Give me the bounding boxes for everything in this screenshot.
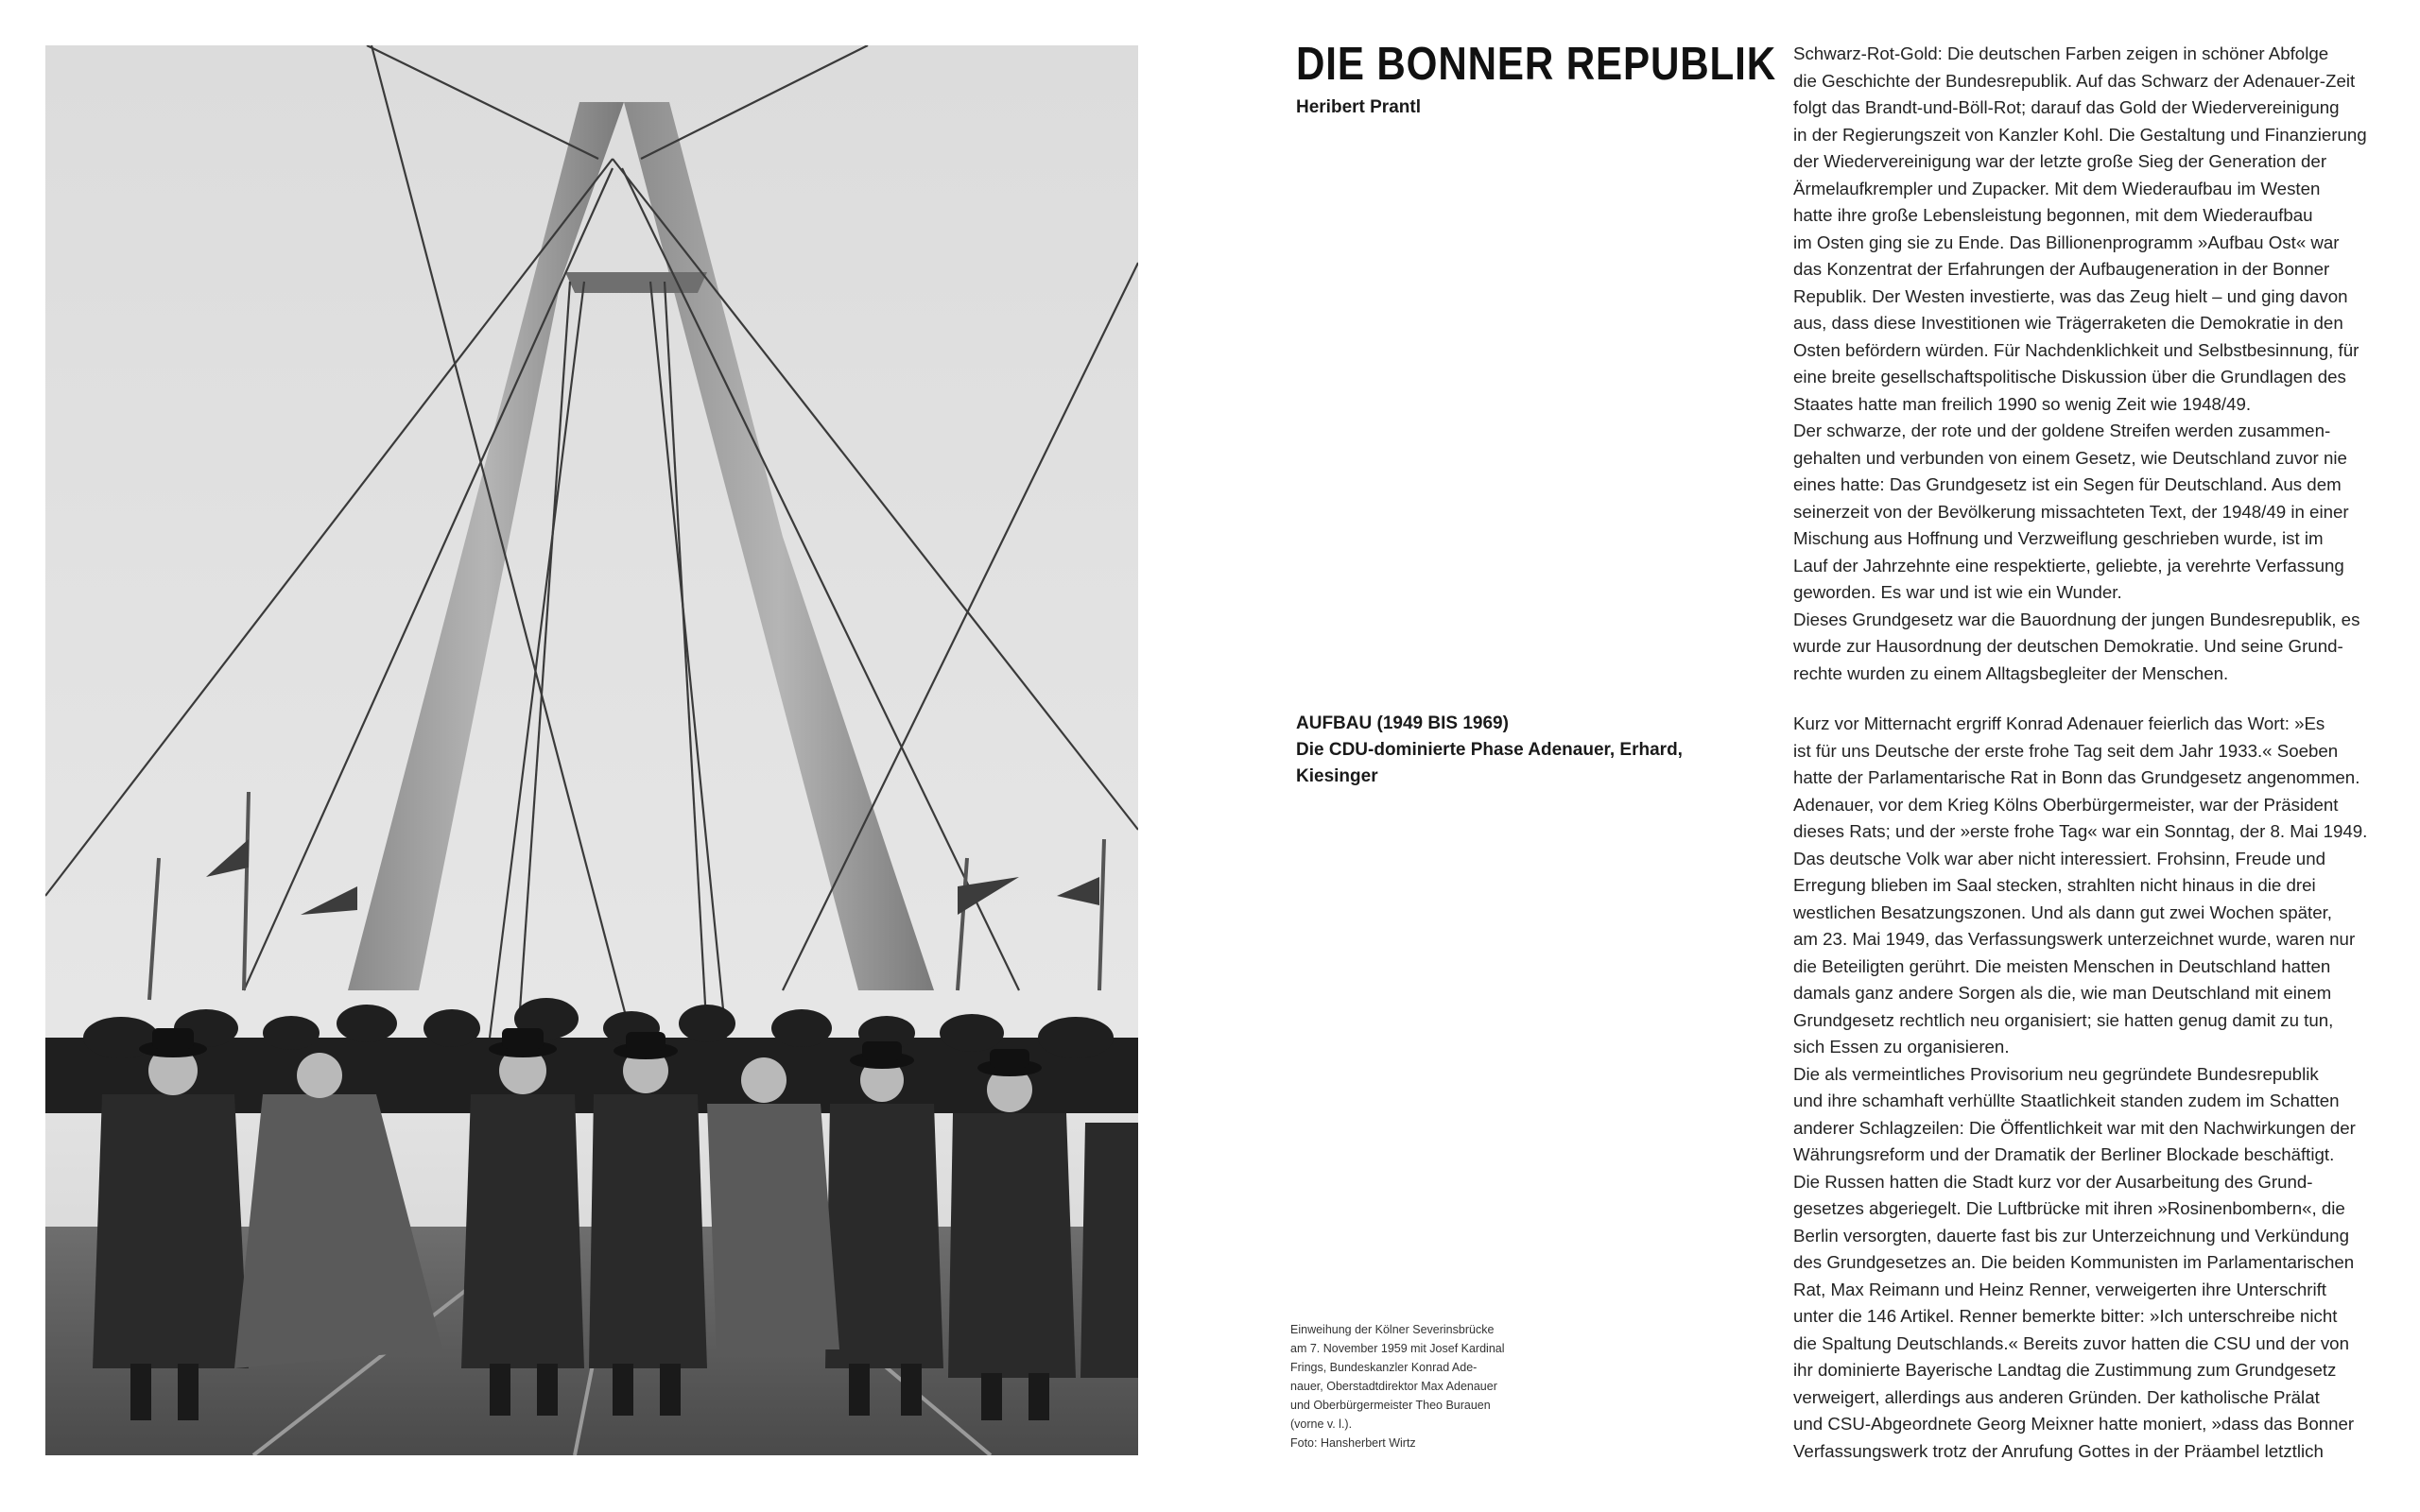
body-text-line: und ihre schamhaft verhüllte Staatlichkeit standen zudem im Schatten: [1793, 1091, 2340, 1110]
body-text-line: Staates hatte man freilich 1990 so wenig Zeit wie 1948/49.: [1793, 393, 2252, 414]
body-text-line: Verfassungswerk trotz der Anrufung Gottes in der Präambel letztlich: [1793, 1440, 2324, 1461]
section-heading-line: AUFBAU (1949 BIS 1969): [1296, 713, 1509, 733]
body-text-line: Mischung aus Hoffnung und Verzweiflung geschrieben wurde, ist im: [1793, 528, 2324, 548]
body-text-line: dieses Rats; und der »erste frohe Tag« war ein Sonntag, der 8. Mai 1949.: [1793, 821, 2368, 841]
caption-line: Einweihung der Kölner Severinsbrücke: [1290, 1323, 1495, 1336]
body-text-line: und CSU-Abgeordnete Georg Meixner hatte moniert, »dass das Bonner: [1793, 1414, 2355, 1434]
body-text-line: unter die 146 Artikel. Renner bemerkte bitter: »Ich unterschreibe nicht: [1793, 1306, 2338, 1326]
body-text-line: ist für uns Deutsche der erste frohe Tag seit dem Jahr 1933.« Soeben: [1793, 740, 2339, 761]
body-text-line: ihr dominierte Bayerische Landtag die Zustimmung zum Grundgesetz: [1793, 1360, 2337, 1380]
body-text-line: Erregung blieben im Saal stecken, strahlten nicht hinaus in die drei: [1793, 875, 2316, 895]
body-text-line: Kurz vor Mitternacht ergriff Konrad Adenauer feierlich das Wort: »Es: [1793, 713, 2325, 733]
body-text-line: Grundgesetz rechtlich neu organisiert; sie hatten genug damit zu tun,: [1793, 1009, 2334, 1030]
body-text-line: gesetzes abgeriegelt. Die Luftbrücke mit ihren »Rosinenbombern«, die: [1793, 1198, 2345, 1218]
body-text-line: Die Russen hatten die Stadt kurz vor der Ausarbeitung des Grund-: [1793, 1171, 2313, 1192]
body-text-section: [1793, 711, 2398, 1465]
body-text-line: seinerzeit von der Bevölkerung missachteten Text, der 1948/49 in einer: [1793, 501, 2349, 522]
article-author: Heribert Prantl: [1296, 97, 1421, 117]
body-text-line: hatte ihre große Lebensleistung begonnen, mit dem Wiederaufbau: [1793, 205, 2313, 225]
section-heading-line: Kiesinger: [1296, 766, 1378, 786]
caption-credit: Foto: Hansherbert Wirtz: [1290, 1436, 1416, 1450]
body-text-line: die Beteiligten gerührt. Die meisten Menschen in Deutschland hatten: [1793, 955, 2331, 976]
body-text-line: Adenauer, vor dem Krieg Kölns Oberbürgermeister, war der Präsident: [1793, 794, 2339, 815]
section-heading-line: Die CDU-dominierte Phase Adenauer, Erhard,: [1296, 740, 1683, 760]
body-text-line: eine breite gesellschaftspolitische Diskussion über die Grundlagen des: [1793, 367, 2346, 387]
photo-caption: [1290, 1320, 1536, 1452]
body-text-line: Berlin versorgten, dauerte fast bis zur Unterzeichnung und Verkündung: [1793, 1225, 2349, 1246]
body-text-line: Osten befördern würden. Für Nachdenklichkeit und Selbstbesinnung, für: [1793, 339, 2360, 360]
article-title: DIE BONNER REPUBLIK: [1296, 39, 1777, 90]
caption-line: nauer, Oberstadtdirektor Max Adenauer: [1290, 1380, 1497, 1393]
body-text-line: Dieses Grundgesetz war die Bauordnung der jungen Bundesrepublik, es: [1793, 609, 2360, 629]
caption-line: Frings, Bundeskanzler Konrad Ade-: [1290, 1361, 1478, 1374]
body-text-line: Lauf der Jahrzehnte eine respektierte, geliebte, ja verehrte Verfassung: [1793, 555, 2344, 576]
body-text-line: Schwarz-Rot-Gold: Die deutschen Farben zeigen in schöner Abfolge: [1793, 43, 2329, 63]
body-text-intro: [1793, 41, 2398, 687]
caption-line: und Oberbürgermeister Theo Burauen: [1290, 1399, 1491, 1412]
body-text-line: der Wiedervereinigung war der letzte große Sieg der Generation der: [1793, 151, 2327, 171]
body-text-line: in der Regierungszeit von Kanzler Kohl. Die Gestaltung und Finanzierung: [1793, 124, 2367, 145]
body-text-line: die Geschichte der Bundesrepublik. Auf das Schwarz der Adenauer-Zeit: [1793, 70, 2356, 91]
section-heading: [1296, 711, 1712, 790]
body-text-line: Ärmelaufkrempler und Zupacker. Mit dem Wiederaufbau im Westen: [1793, 178, 2321, 198]
body-text-line: das Konzentrat der Erfahrungen der Aufbaugeneration in der Bonner: [1793, 259, 2330, 279]
body-text-line: Der schwarze, der rote und der goldene Streifen werden zusammen-: [1793, 421, 2331, 440]
body-text-line: Währungsreform und der Dramatik der Berliner Blockade beschäftigt.: [1793, 1144, 2335, 1164]
body-text-line: verweigert, allerdings aus anderen Gründen. Der katholische Prälat: [1793, 1386, 2320, 1407]
photo-illustration: [45, 45, 1138, 1455]
body-text-line: am 23. Mai 1949, das Verfassungswerk unterzeichnet wurde, waren nur: [1793, 929, 2356, 949]
body-text-line: die Spaltung Deutschlands.« Bereits zuvor hatten die CSU und der von: [1793, 1332, 2349, 1353]
body-text-line: rechte wurden zu einem Alltagsbegleiter der Menschen.: [1793, 662, 2229, 683]
body-text-line: gehalten und verbunden von einem Gesetz, wie Deutschland zuvor nie: [1793, 447, 2347, 468]
caption-line: (vorne v. l.).: [1290, 1418, 1353, 1431]
body-text-line: des Grundgesetzes an. Die beiden Kommunisten im Parlamentarischen: [1793, 1252, 2355, 1272]
body-text-line: folgt das Brandt-und-Böll-Rot; darauf das Gold der Wiedervereinigung: [1793, 97, 2340, 117]
body-text-line: aus, dass diese Investitionen wie Trägerraketen die Demokratie in den: [1793, 313, 2343, 333]
caption-line: am 7. November 1959 mit Josef Kardinal: [1290, 1342, 1505, 1355]
body-text-line: Die als vermeintliches Provisorium neu gegründete Bundesrepublik: [1793, 1063, 2319, 1084]
body-text-line: Republik. Der Westen investierte, was das Zeug hielt – und ging davon: [1793, 285, 2348, 306]
body-text-line: hatte der Parlamentarische Rat in Bonn das Grundgesetz angenommen.: [1793, 767, 2360, 787]
body-text-line: westlichen Besatzungszonen. Und als dann gut zwei Wochen später,: [1793, 902, 2332, 922]
body-text-line: im Osten ging sie zu Ende. Das Billionenprogramm »Aufbau Ost« war: [1793, 232, 2340, 252]
body-text-line: Rat, Max Reimann und Heinz Renner, verweigerten ihre Unterschrift: [1793, 1279, 2326, 1299]
body-text-line: damals ganz andere Sorgen als die, wie man Deutschland mit einem: [1793, 983, 2332, 1003]
body-text-line: eines hatte: Das Grundgesetz ist ein Segen für Deutschland. Aus dem: [1793, 474, 2342, 494]
body-text-line: Das deutsche Volk war aber nicht interessiert. Frohsinn, Freude und: [1793, 848, 2325, 868]
body-text-line: wurde zur Hausordnung der deutschen Demokratie. Und seine Grund-: [1793, 636, 2343, 656]
body-text-line: sich Essen zu organisieren.: [1793, 1037, 2010, 1057]
bridge-inauguration-photo: [45, 45, 1138, 1455]
body-text-line: anderer Schlagzeilen: Die Öffentlichkeit war mit den Nachwirkungen der: [1793, 1117, 2356, 1138]
body-text-line: geworden. Es war und ist wie ein Wunder.: [1793, 582, 2122, 602]
